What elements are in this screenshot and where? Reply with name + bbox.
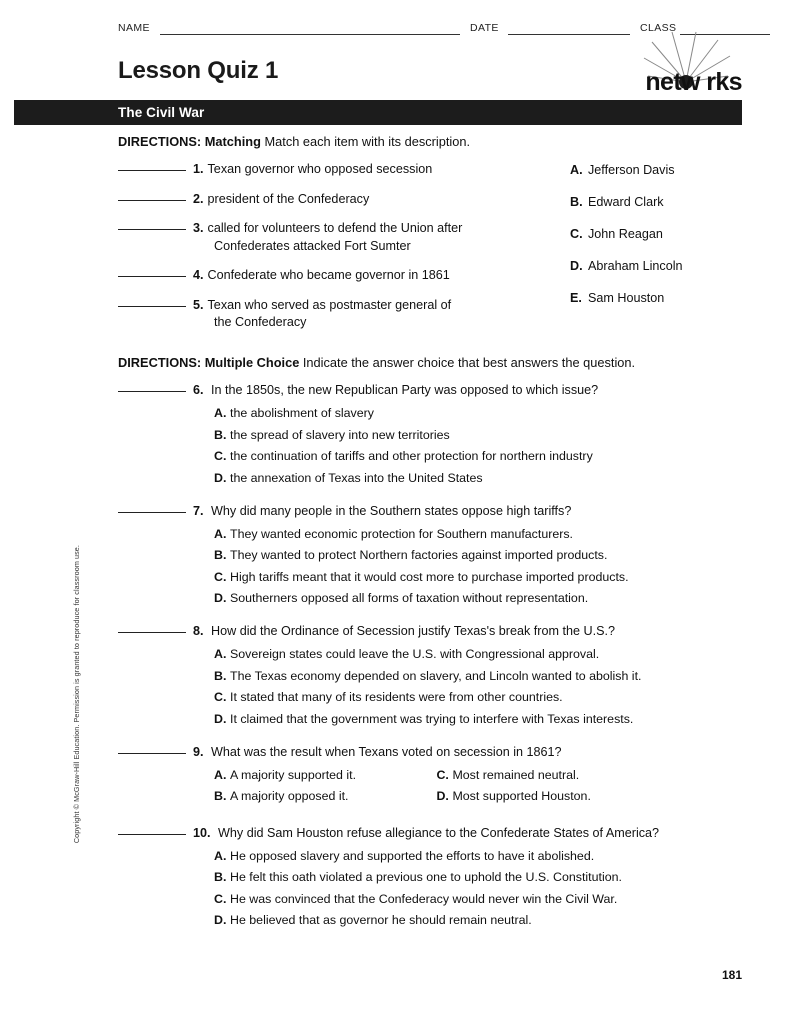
list-item	[570, 291, 760, 305]
choice-option[interactable]	[214, 546, 742, 564]
choice-option[interactable]	[214, 667, 742, 685]
choice-letter: A.	[214, 406, 227, 420]
choice-option[interactable]	[214, 688, 742, 706]
class-label: CLASS	[640, 22, 677, 34]
choice-letter: A.	[214, 647, 227, 661]
choice-text: the abolishment of slavery	[230, 406, 374, 420]
choice-list	[214, 404, 742, 487]
choice-option[interactable]	[214, 787, 432, 805]
choice-option[interactable]	[214, 589, 742, 607]
question-number: 7.	[193, 503, 204, 518]
answer-blank[interactable]	[118, 159, 186, 171]
choice-letter: D.	[436, 789, 449, 803]
date-write-line[interactable]	[508, 34, 630, 35]
choice-letter: C.	[436, 767, 449, 782]
matching-section	[118, 159, 742, 355]
matching-directions-type: Matching	[204, 134, 261, 149]
question-text: How did the Ordinance of Secession justify Texas's break from the U.S.?	[211, 624, 615, 638]
answer-blank[interactable]	[118, 380, 186, 392]
choice-text: They wanted to protect Northern factories against imported products.	[230, 548, 608, 562]
question-line	[118, 823, 742, 842]
item-number: 2.	[193, 191, 204, 206]
mc-directions-type: Multiple Choice	[204, 355, 300, 370]
question-line	[118, 742, 742, 761]
matching-answer-bank	[570, 163, 760, 323]
answer-blank[interactable]	[118, 265, 186, 277]
question-number: 8.	[193, 624, 204, 638]
question-number: 10.	[193, 825, 211, 840]
question-line	[118, 380, 742, 399]
question-text: What was the result when Texans voted on secession in 1861?	[211, 744, 562, 759]
question-number: 9.	[193, 744, 204, 759]
bank-text: Jefferson Davis	[588, 163, 675, 177]
answer-blank[interactable]	[118, 742, 186, 754]
item-text: Confederate who became governor in 1861	[207, 268, 450, 282]
bank-text: Sam Houston	[588, 291, 665, 305]
choice-text: The Texas economy depended on slavery, and Lincoln wanted to abolish it.	[230, 668, 642, 683]
choice-option[interactable]	[214, 404, 742, 422]
page-number: 181	[721, 968, 742, 982]
choice-list	[214, 525, 742, 608]
choice-text: He felt this oath violated a previous one to uphold the U.S. Constitution.	[230, 870, 622, 884]
networks-logo	[582, 58, 742, 104]
matching-directions	[118, 134, 742, 149]
matching-items	[118, 159, 538, 342]
item-number: 3.	[193, 221, 204, 235]
choice-text: the annexation of Texas into the United States	[230, 470, 483, 485]
answer-blank[interactable]	[118, 621, 186, 633]
question-text: Why did Sam Houston refuse allegiance to the Confederate States of America?	[218, 825, 660, 840]
choice-text: He opposed slavery and supported the efforts to have it abolished.	[230, 848, 595, 863]
item-number: 4.	[193, 268, 204, 282]
choice-text: They wanted economic protection for Southern manufacturers.	[230, 526, 573, 541]
choice-text: the spread of slavery into new territories	[230, 427, 450, 442]
choice-letter: A.	[214, 848, 227, 863]
chapter-title: The Civil War	[118, 105, 205, 120]
choice-letter: B.	[214, 870, 227, 884]
list-item	[118, 295, 538, 331]
choice-letter: D.	[214, 913, 227, 927]
choice-option[interactable]	[214, 447, 742, 465]
choice-text: He was convinced that the Confederacy would never win the Civil War.	[230, 891, 618, 906]
list-item	[118, 218, 538, 254]
question-text: Why did many people in the Southern states oppose high tariffs?	[211, 503, 572, 518]
choice-letter: C.	[214, 690, 227, 704]
choice-text: A majority supported it.	[230, 767, 357, 782]
choice-text: High tariffs meant that it would cost more to purchase imported products.	[230, 569, 629, 584]
item-number: 5.	[193, 297, 204, 312]
choice-option[interactable]	[214, 469, 742, 487]
mc-directions-label: DIRECTIONS:	[118, 355, 202, 370]
bank-letter: D.	[570, 259, 583, 273]
matching-directions-label: DIRECTIONS:	[118, 134, 202, 149]
list-item	[118, 265, 538, 284]
choice-text: Most remained neutral.	[452, 767, 580, 782]
question-line	[118, 501, 742, 520]
choice-letter: D.	[214, 470, 227, 485]
choice-option[interactable]	[214, 911, 742, 929]
item-text: president of the Confederacy	[207, 191, 370, 206]
item-text: called for volunteers to defend the Union after	[207, 221, 463, 235]
answer-blank[interactable]	[118, 295, 186, 307]
item-number: 1.	[193, 162, 204, 176]
bank-text: Abraham Lincoln	[588, 259, 683, 273]
choice-text: Most supported Houston.	[452, 789, 591, 803]
answer-blank[interactable]	[118, 823, 186, 835]
bank-letter: E.	[570, 291, 582, 305]
list-item	[570, 227, 760, 241]
list-item	[570, 259, 760, 273]
networks-logo-text: netw rks	[645, 68, 742, 96]
item-text-continued: Confederates attacked Fort Sumter	[214, 238, 411, 253]
question-7	[118, 501, 742, 608]
list-item	[118, 189, 538, 208]
choice-text: Southerners opposed all forms of taxation without representation.	[230, 591, 589, 605]
question-8	[118, 621, 742, 728]
worksheet-content	[118, 134, 742, 943]
choice-letter: C.	[214, 449, 227, 463]
choice-option[interactable]	[214, 525, 742, 543]
choice-text: It claimed that the government was trying to interfere with Texas interests.	[230, 711, 634, 726]
answer-blank[interactable]	[118, 189, 186, 201]
choice-option[interactable]	[214, 568, 742, 586]
question-number: 6.	[193, 383, 204, 397]
choice-text: It stated that many of its residents were from other countries.	[230, 690, 563, 704]
answer-blank[interactable]	[118, 218, 186, 230]
date-label: DATE	[470, 22, 499, 34]
question-text: In the 1850s, the new Republican Party was opposed to which issue?	[211, 383, 599, 397]
choice-option[interactable]	[214, 710, 742, 728]
item-text: Texan governor who opposed secession	[207, 162, 433, 176]
choice-option[interactable]	[214, 645, 742, 663]
question-6	[118, 380, 742, 487]
choice-letter: D.	[214, 711, 227, 726]
choice-letter: B.	[214, 789, 227, 803]
choice-letter: A.	[214, 767, 227, 782]
choice-list	[214, 766, 734, 809]
name-write-line[interactable]	[160, 34, 460, 35]
copyright-notice: Copyright © McGraw-Hill Education. Permission is granted to reproduce for classroom use.	[72, 545, 81, 844]
name-label: NAME	[118, 22, 150, 34]
bank-text: John Reagan	[588, 227, 663, 241]
choice-text: Sovereign states could leave the U.S. with Congressional approval.	[230, 647, 600, 661]
choice-text: the continuation of tariffs and other protection for northern industry	[230, 449, 593, 463]
answer-blank[interactable]	[118, 501, 186, 513]
matching-directions-text: Match each item with its description.	[264, 134, 471, 149]
list-item	[118, 159, 538, 178]
bank-letter: A.	[570, 163, 583, 177]
choice-letter: C.	[214, 569, 227, 584]
list-item	[570, 195, 760, 209]
mc-directions-text: Indicate the answer choice that best answers the question.	[302, 355, 636, 370]
list-item	[570, 163, 760, 177]
choice-list	[214, 847, 742, 930]
question-10	[118, 823, 742, 930]
choice-option[interactable]	[214, 766, 432, 784]
question-line	[118, 621, 742, 640]
choice-option[interactable]	[214, 847, 742, 865]
bank-text: Edward Clark	[588, 195, 664, 209]
choice-letter: A.	[214, 526, 227, 541]
choice-option[interactable]	[436, 766, 654, 784]
choice-option[interactable]	[214, 890, 742, 908]
choice-letter: B.	[214, 427, 227, 442]
choice-option[interactable]	[214, 426, 742, 444]
choice-option[interactable]	[214, 868, 742, 886]
chapter-title-bar	[14, 100, 742, 125]
choice-text: He believed that as governor he should remain neutral.	[230, 913, 532, 927]
multiple-choice-directions	[118, 355, 742, 370]
bank-letter: C.	[570, 227, 583, 241]
choice-letter: C.	[214, 891, 227, 906]
choice-letter: B.	[214, 668, 227, 683]
choice-letter: B.	[214, 548, 227, 562]
choice-text: A majority opposed it.	[230, 789, 349, 803]
question-9	[118, 742, 742, 809]
multiple-choice-section	[118, 380, 742, 929]
bank-letter: B.	[570, 195, 583, 209]
item-text: Texan who served as postmaster general of	[207, 297, 452, 312]
item-text-continued: the Confederacy	[214, 315, 307, 329]
choice-letter: D.	[214, 591, 227, 605]
choice-list	[214, 645, 742, 728]
choice-option[interactable]	[436, 787, 654, 805]
page-title: Lesson Quiz 1	[118, 57, 279, 84]
